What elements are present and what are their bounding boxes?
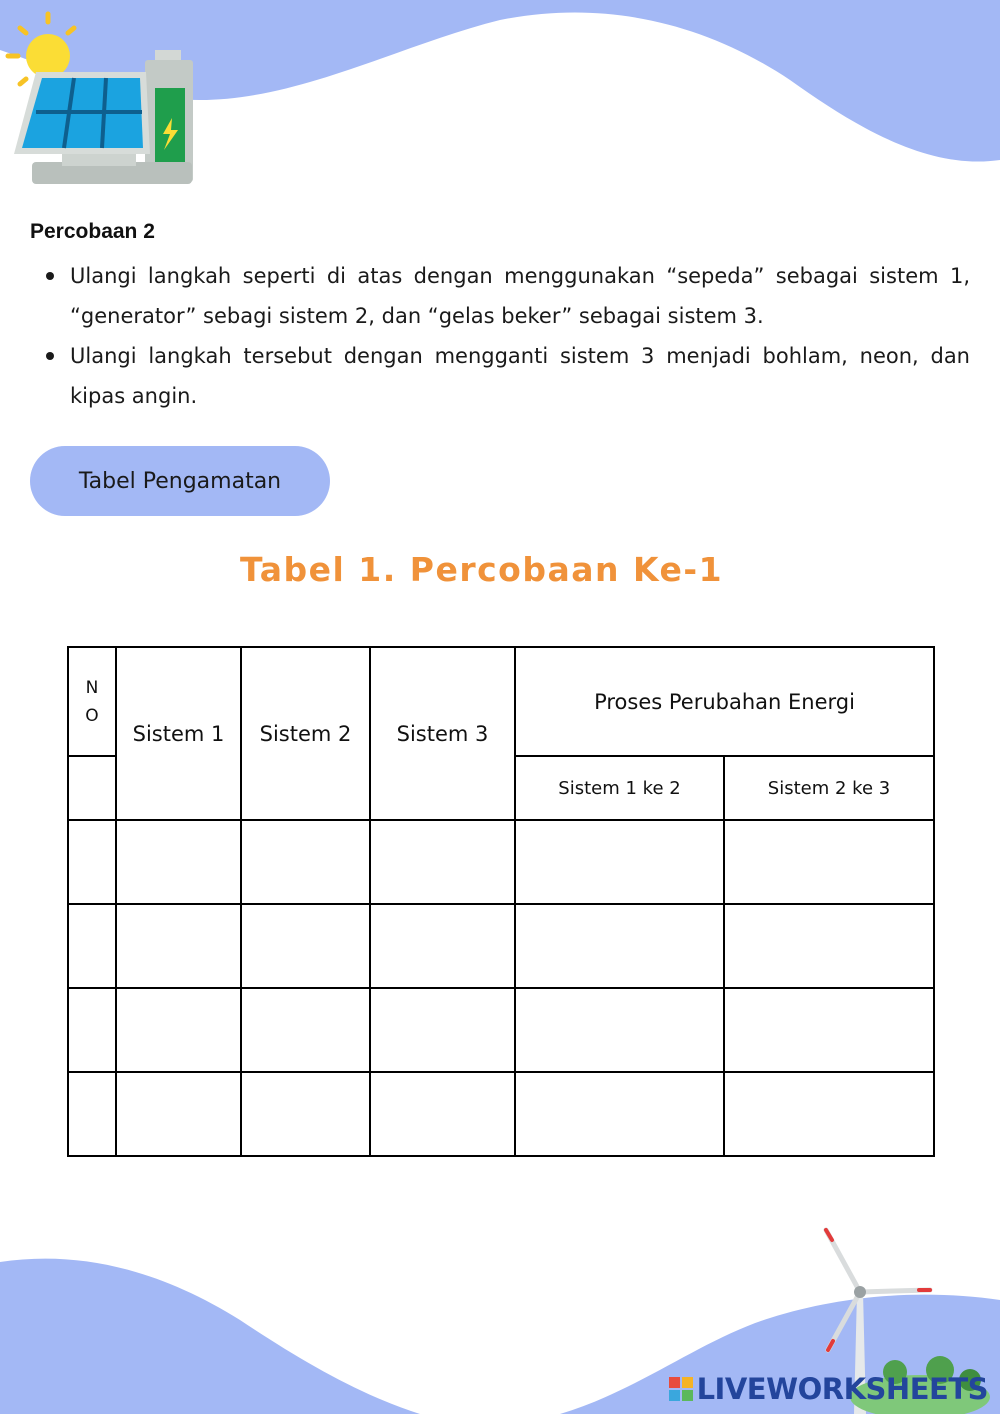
solar-panel-battery-icon — [0, 0, 200, 190]
table-row — [68, 988, 934, 1072]
bullet-icon — [46, 352, 54, 360]
table-cell[interactable] — [68, 820, 116, 904]
section-label-pill — [30, 446, 330, 516]
table-cell[interactable] — [241, 820, 370, 904]
table-cell[interactable] — [724, 988, 934, 1072]
header-sistem-1-label: Sistem 1 — [132, 721, 225, 746]
table-cell[interactable] — [241, 988, 370, 1072]
table-cell[interactable] — [116, 820, 241, 904]
table-cell[interactable] — [116, 988, 241, 1072]
table-cell[interactable] — [515, 904, 724, 988]
table-cell[interactable] — [68, 988, 116, 1072]
header-sistem-2-label: Sistem 2 — [259, 721, 352, 746]
table-cell[interactable] — [68, 1072, 116, 1156]
table-cell[interactable] — [68, 904, 116, 988]
experiment-heading: Percobaan 2 — [30, 220, 155, 243]
list-item — [70, 336, 970, 416]
table-title: Tabel 1. Percobaan Ke-1 — [239, 550, 724, 589]
list-item — [70, 256, 970, 336]
table-cell[interactable] — [370, 1072, 515, 1156]
table-cell[interactable] — [370, 988, 515, 1072]
header-sistem-1-ke-2 — [515, 756, 724, 820]
table-cell[interactable] — [515, 820, 724, 904]
watermark-text: LIVEWORKSHEETS — [696, 1372, 988, 1406]
table-cell[interactable] — [241, 904, 370, 988]
table-cell[interactable] — [724, 904, 934, 988]
header-no — [68, 647, 116, 756]
table-cell[interactable] — [515, 988, 724, 1072]
header-sistem-3-label: Sistem 3 — [396, 721, 489, 746]
header-sub1-label: Sistem 1 ke 2 — [558, 777, 681, 799]
header-no-blank — [68, 756, 116, 820]
liveworksheets-logo-icon — [669, 1377, 693, 1401]
table-cell[interactable] — [241, 1072, 370, 1156]
header-proses-label: Proses Perubahan Energi — [594, 689, 855, 714]
table-cell[interactable] — [116, 904, 241, 988]
table-row — [68, 820, 934, 904]
table-row — [68, 1072, 934, 1156]
header-sistem-3 — [370, 647, 515, 820]
header-sistem-1 — [116, 647, 241, 820]
header-sistem-2 — [241, 647, 370, 820]
header-sistem-2-ke-3 — [724, 756, 934, 820]
liveworksheets-watermark — [669, 1372, 988, 1406]
table-cell[interactable] — [724, 1072, 934, 1156]
table-cell[interactable] — [116, 1072, 241, 1156]
instruction-text: Ulangi langkah seperti di atas dengan menggunakan “sepeda” sebagai sistem 1, “generator” sebagi sistem 2, dan “gelas beker” sebagai sistem 3. — [70, 264, 970, 328]
observation-table — [67, 646, 935, 1157]
table-cell[interactable] — [515, 1072, 724, 1156]
section-label: Tabel Pengamatan — [78, 468, 282, 494]
table-cell[interactable] — [370, 904, 515, 988]
instruction-list — [30, 256, 970, 416]
header-proses — [515, 647, 934, 756]
table-cell[interactable] — [724, 820, 934, 904]
header-sub2-label: Sistem 2 ke 3 — [767, 777, 891, 799]
table-cell[interactable] — [370, 820, 515, 904]
table-row — [68, 904, 934, 988]
header-no-label: N O — [85, 677, 99, 726]
instruction-text: Ulangi langkah tersebut dengan mengganti sistem 3 menjadi bohlam, neon, dan kipas angin. — [70, 344, 970, 408]
table-body — [68, 820, 934, 1156]
bottom-wave — [0, 1259, 420, 1414]
bullet-icon — [46, 272, 54, 280]
